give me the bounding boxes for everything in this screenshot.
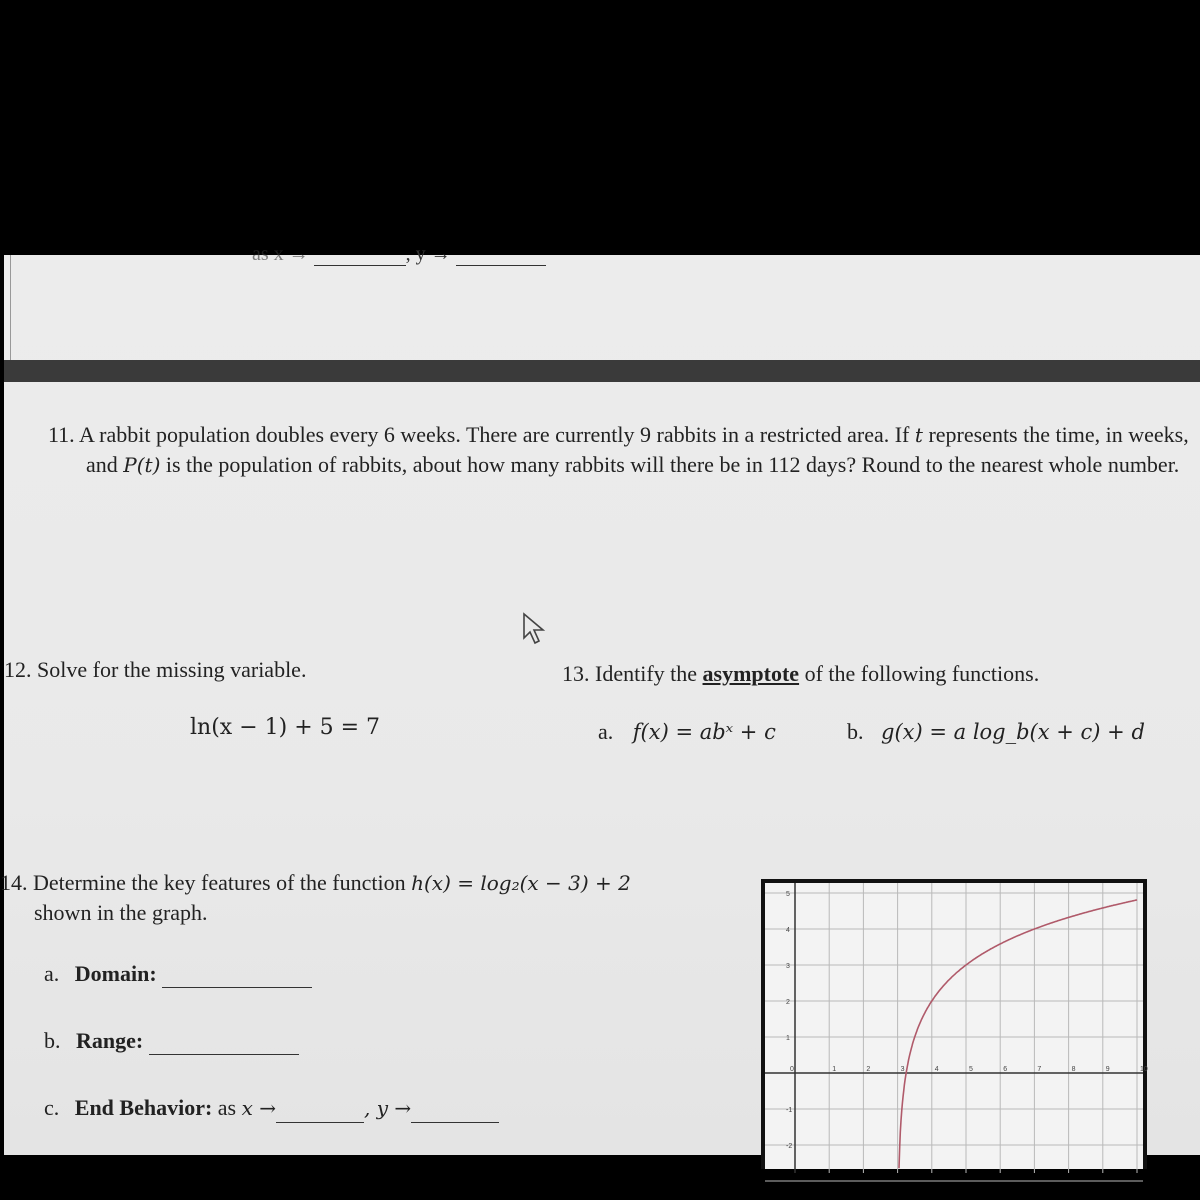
function-f: f(x) = abˣ + c [632, 720, 776, 744]
q14-range [44, 1026, 299, 1055]
section-divider-band [4, 360, 1200, 382]
question-number: 13. [562, 661, 590, 686]
range-answer-blank[interactable] [149, 1036, 299, 1055]
q14-end-behavior [44, 1093, 499, 1123]
function-h: h(x) = log₂(x − 3) + 2 [411, 871, 631, 895]
part-label: c. [44, 1095, 60, 1120]
question-text: is the population of rabbits, about how many rabbits will there be in 112 days? Round to the nearest whole number. [160, 452, 1180, 477]
as-x-text: as x → [252, 243, 309, 265]
as-text: as [217, 1095, 242, 1120]
end-behavior-label: End Behavior: [74, 1095, 213, 1120]
keyword-asymptote: asymptote [702, 661, 800, 686]
y-tick-label: 4 [786, 927, 790, 934]
log-function-graph [765, 883, 1148, 1169]
x-tick-label: 8 [1071, 1066, 1076, 1073]
y-limit-blank[interactable] [411, 1104, 499, 1123]
q14-domain [44, 959, 312, 988]
previous-question-fragment [252, 243, 546, 266]
q12-equation: ln(x − 1) + 5 = 7 [190, 715, 381, 740]
y-tick-label: -1 [786, 1107, 793, 1114]
question-prompt: Solve for the missing variable. [37, 657, 307, 682]
range-label: Range: [76, 1028, 144, 1053]
x-arrow: x → [241, 1096, 277, 1120]
x-tick-label: 7 [1037, 1066, 1042, 1073]
y-tick-label: 5 [786, 891, 790, 898]
worksheet-page [0, 243, 1200, 1155]
question-prompt: of the following functions. [799, 661, 1040, 686]
question-12 [4, 655, 306, 684]
q13-part-b [847, 717, 1145, 747]
x-limit-blank[interactable] [276, 1104, 364, 1123]
question-14 [0, 868, 740, 927]
question-text: represents the time, in weeks, and [86, 422, 1189, 477]
question-prompt: Determine the key features of the function [33, 870, 412, 895]
question-text: A rabbit population doubles every 6 weeks. There are currently 9 rabbits in a restricted area. If [78, 422, 915, 447]
answer-blank[interactable] [456, 249, 546, 266]
x-tick-label: 0 [790, 1066, 794, 1073]
x-tick-label: 5 [969, 1066, 973, 1073]
x-tick-label: 4 [934, 1066, 939, 1073]
graph-panel [761, 879, 1147, 1169]
page-edge-line [10, 255, 11, 360]
domain-label: Domain: [74, 961, 157, 986]
y-tick-label: 2 [786, 999, 790, 1006]
question-prompt: Identify the [595, 661, 703, 686]
y-tick-label: 3 [786, 963, 790, 970]
part-label: a. [44, 961, 60, 986]
y-arrow: , y → [364, 1096, 412, 1120]
y-tick-label: 1 [786, 1035, 790, 1042]
question-prompt: shown in the graph. [34, 900, 208, 925]
variable-t: t [914, 423, 923, 447]
x-tick-label: 2 [866, 1066, 871, 1073]
function-curve [899, 900, 1137, 1168]
part-label: b. [44, 1028, 61, 1053]
mouse-cursor-icon [522, 612, 548, 646]
answer-blank[interactable] [314, 249, 406, 266]
question-number: 11. [48, 422, 75, 447]
q13-part-a [598, 717, 776, 747]
part-label: b. [847, 719, 864, 744]
x-tick-label: 10 [1140, 1066, 1148, 1073]
question-number: 12. [4, 657, 32, 682]
part-label: a. [598, 719, 614, 744]
question-number: 14. [0, 870, 28, 895]
y-tick-label: -2 [786, 1143, 793, 1150]
domain-answer-blank[interactable] [162, 969, 312, 988]
question-13 [562, 659, 1039, 688]
x-tick-label: 6 [1003, 1066, 1008, 1073]
question-11 [10, 420, 1195, 480]
x-tick-label: 9 [1105, 1066, 1110, 1073]
y-text: , y → [405, 243, 451, 265]
x-tick-label: 1 [832, 1066, 837, 1073]
function-g: g(x) = a log_b(x + c) + d [881, 720, 1145, 744]
x-tick-label: 3 [900, 1066, 905, 1073]
variable-pt: P(t) [123, 453, 161, 477]
